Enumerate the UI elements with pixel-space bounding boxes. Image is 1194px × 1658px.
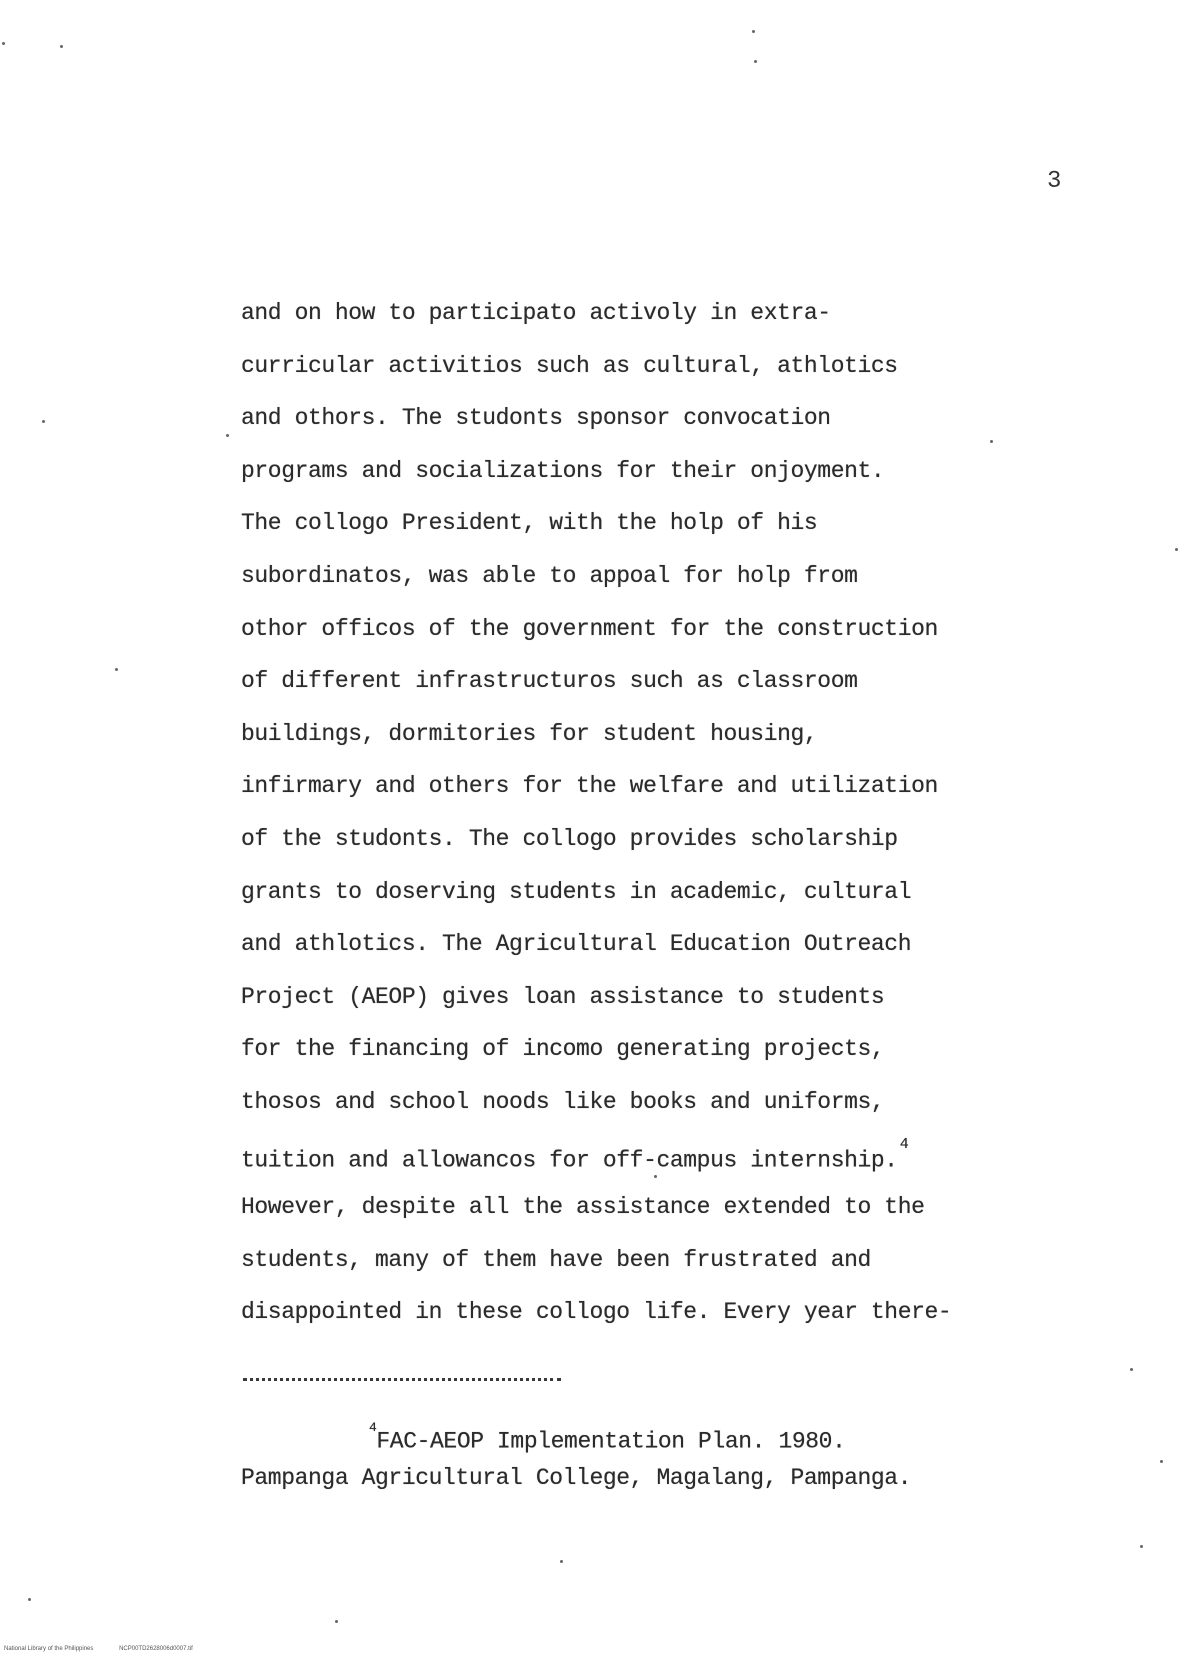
scan-speck bbox=[1140, 1545, 1143, 1548]
text-line: curricular activitios such as cultural, athlotics bbox=[241, 352, 898, 379]
footnote-marker: 4 bbox=[369, 1420, 377, 1435]
text-line: and athlotics. The Agricultural Education Outreach bbox=[241, 931, 912, 958]
scan-speck bbox=[1130, 1368, 1133, 1371]
scan-speck bbox=[654, 1175, 657, 1178]
text-line: subordinatos, was able to appoal for holp from bbox=[241, 562, 858, 589]
scan-speck bbox=[115, 668, 118, 671]
footnote bbox=[241, 1418, 1141, 1496]
text-line: and on how to participato activoly in extra- bbox=[241, 300, 831, 326]
text-line: infirmary and others for the welfare and utilization bbox=[241, 773, 938, 800]
scan-speck bbox=[2, 42, 5, 45]
imprint-library: National Library of the Philippines bbox=[4, 1646, 94, 1652]
scan-speck bbox=[560, 1560, 563, 1563]
footnote-line-2: Pampanga Agricultural College, Magalang, Pampanga. bbox=[241, 1464, 912, 1491]
scan-speck bbox=[1175, 548, 1178, 551]
scan-speck bbox=[335, 1620, 338, 1623]
scan-speck bbox=[754, 60, 757, 63]
text-line: programs and socializations for their onjoyment. bbox=[241, 457, 885, 484]
text-line: buildings, dormitories for student housing, bbox=[241, 720, 818, 747]
text-line: However, despite all the assistance extended to the bbox=[241, 1194, 925, 1221]
scan-speck bbox=[28, 1598, 31, 1601]
scan-speck bbox=[42, 420, 45, 423]
footnote-divider bbox=[243, 1378, 561, 1381]
scan-speck bbox=[990, 440, 993, 443]
text-line: othor officos of the government for the construction bbox=[241, 615, 938, 642]
footnote-line-1 bbox=[241, 1418, 1141, 1460]
body-text bbox=[241, 296, 1141, 1348]
text-line: tuition and allowancos for off-campus internship. bbox=[241, 1147, 898, 1174]
text-line: and othors. The studonts sponsor convocation bbox=[241, 405, 831, 432]
text-line: disappointed in these collogo life. Every year there- bbox=[241, 1299, 952, 1326]
text-line: of different infrastructuros such as classroom bbox=[241, 668, 858, 695]
footnote-citation: FAC-AEOP Implementation Plan. 1980. bbox=[376, 1428, 846, 1455]
text-line: of the studonts. The collogo provides scholarship bbox=[241, 825, 898, 852]
scan-speck bbox=[1160, 1460, 1163, 1463]
text-line-with-footnote-ref bbox=[241, 1135, 1141, 1191]
imprint-file-id: NCP00TD2628006d0007.tif bbox=[119, 1646, 193, 1652]
footnote-reference: 4 bbox=[899, 1135, 909, 1153]
scan-speck bbox=[752, 30, 755, 33]
text-line: Project (AEOP) gives loan assistance to students bbox=[241, 983, 885, 1010]
text-line: students, many of them have been frustrated and bbox=[241, 1246, 871, 1273]
scan-speck bbox=[226, 434, 229, 437]
text-line: for the financing of incomo generating projects, bbox=[241, 1036, 885, 1063]
archive-imprint bbox=[4, 1646, 217, 1652]
text-line: thosos and school noods like books and uniforms, bbox=[241, 1088, 885, 1115]
text-line: The collogo President, with the holp of his bbox=[241, 510, 818, 537]
scan-speck bbox=[60, 45, 63, 48]
text-line: grants to doserving students in academic, cultural bbox=[241, 878, 912, 905]
page-number: 3 bbox=[1047, 168, 1062, 195]
